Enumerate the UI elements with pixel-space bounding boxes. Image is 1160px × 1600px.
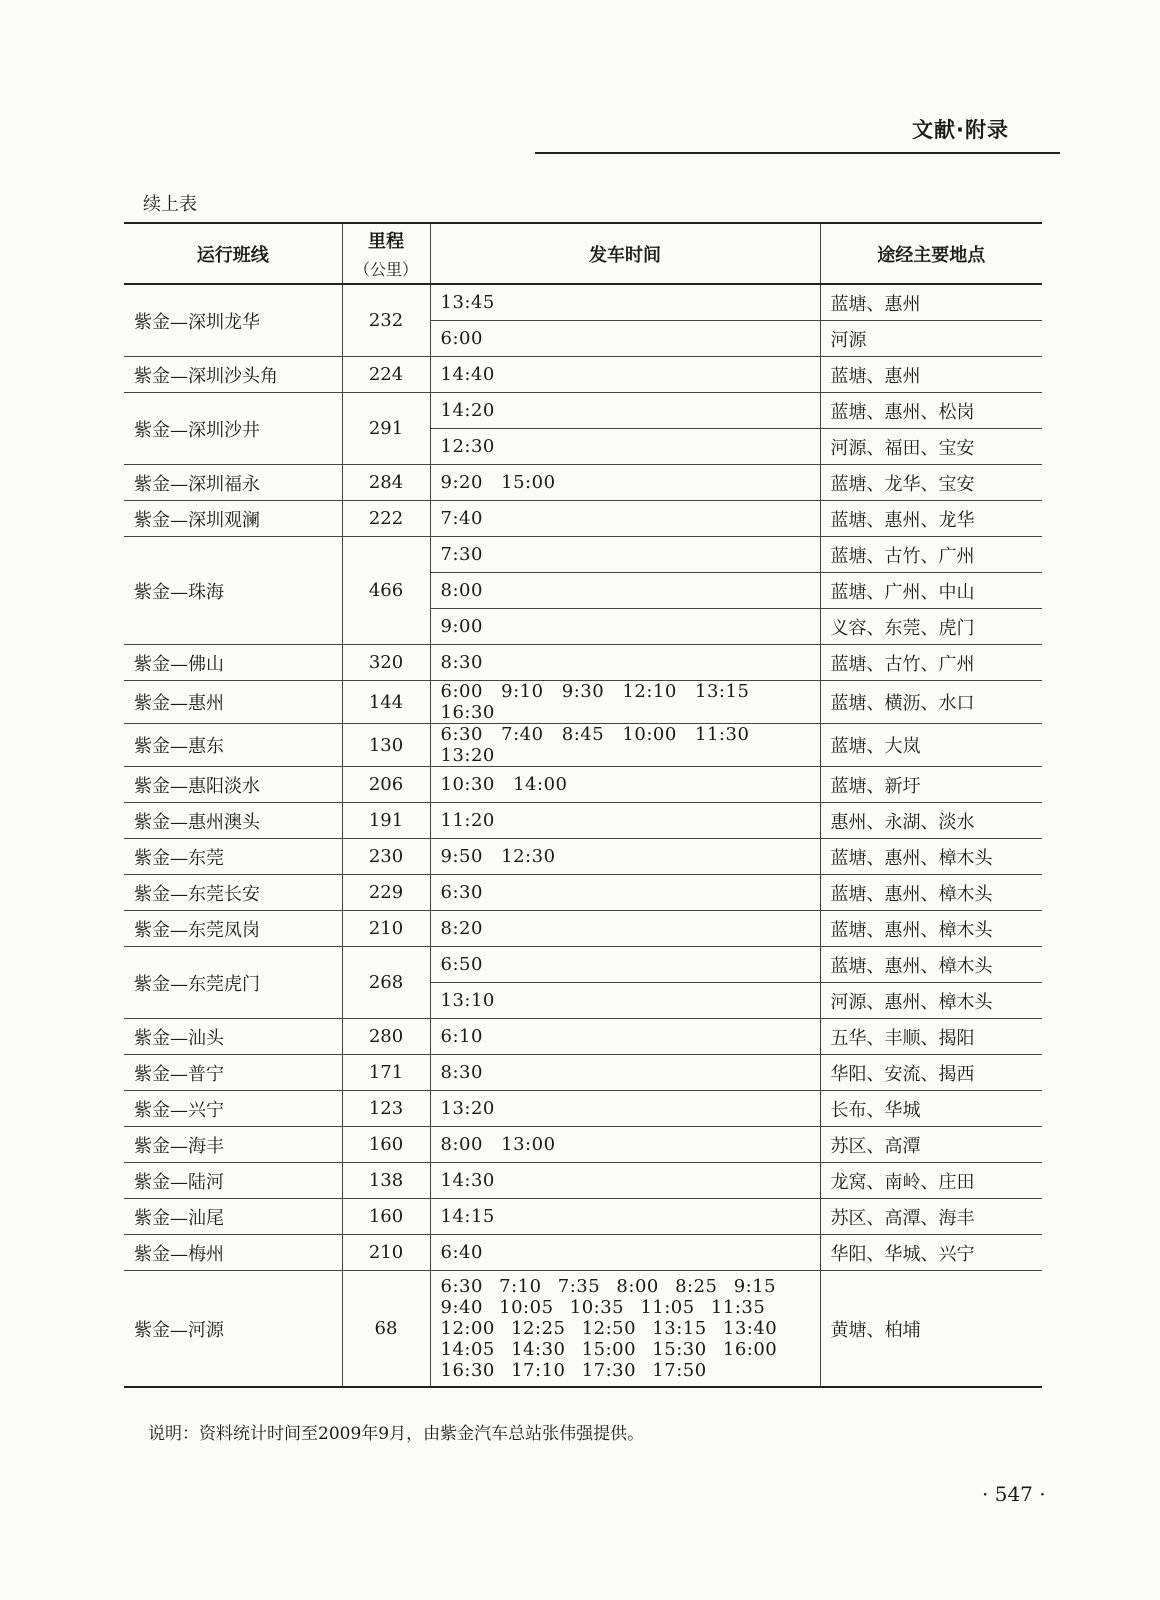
via-cell: 蓝塘、惠州、樟木头 bbox=[820, 875, 1042, 911]
route-cell: 紫金—东莞 bbox=[124, 839, 342, 875]
via-cell: 华阳、华城、兴宁 bbox=[820, 1235, 1042, 1271]
route-cell: 紫金—普宁 bbox=[124, 1055, 342, 1091]
distance-cell: 210 bbox=[342, 911, 430, 947]
departure-time-cell: 10:30 14:00 bbox=[430, 767, 820, 803]
via-cell: 蓝塘、惠州 bbox=[820, 284, 1042, 321]
distance-cell: 210 bbox=[342, 1235, 430, 1271]
via-cell: 蓝塘、惠州、樟木头 bbox=[820, 839, 1042, 875]
route-cell: 紫金—汕头 bbox=[124, 1019, 342, 1055]
distance-cell: 224 bbox=[342, 357, 430, 393]
route-cell: 紫金—佛山 bbox=[124, 645, 342, 681]
via-cell: 长布、华城 bbox=[820, 1091, 1042, 1127]
table-row bbox=[124, 767, 1042, 803]
via-cell: 蓝塘、新圩 bbox=[820, 767, 1042, 803]
table-row bbox=[124, 1271, 1042, 1388]
header-distance-label: 里程 bbox=[368, 231, 404, 252]
distance-cell: 291 bbox=[342, 393, 430, 465]
departure-time-cell: 13:45 bbox=[430, 284, 820, 321]
route-cell: 紫金—惠州 bbox=[124, 681, 342, 724]
distance-cell: 206 bbox=[342, 767, 430, 803]
table-row bbox=[124, 875, 1042, 911]
departure-time-cell: 14:30 bbox=[430, 1163, 820, 1199]
departure-time-cell: 12:30 bbox=[430, 429, 820, 465]
distance-cell: 123 bbox=[342, 1091, 430, 1127]
departure-time-cell: 14:40 bbox=[430, 357, 820, 393]
header-route: 运行班线 bbox=[124, 223, 342, 284]
table-row bbox=[124, 465, 1042, 501]
table-row bbox=[124, 947, 1042, 983]
via-cell: 蓝塘、横沥、水口 bbox=[820, 681, 1042, 724]
departure-time-cell: 6:30 7:40 8:45 10:00 11:30 13:20 bbox=[430, 724, 820, 767]
table-row bbox=[124, 1127, 1042, 1163]
via-cell: 蓝塘、惠州、龙华 bbox=[820, 501, 1042, 537]
route-cell: 紫金—河源 bbox=[124, 1271, 342, 1388]
via-cell: 蓝塘、广州、中山 bbox=[820, 573, 1042, 609]
via-cell: 黄塘、柏埔 bbox=[820, 1271, 1042, 1388]
route-cell: 紫金—陆河 bbox=[124, 1163, 342, 1199]
table-row bbox=[124, 1235, 1042, 1271]
source-note: 说明：资料统计时间至2009年9月，由紫金汽车总站张伟强提供。 bbox=[148, 1424, 645, 1444]
running-head-title: 文献·附录 bbox=[912, 118, 1009, 142]
departure-time-cell: 6:50 bbox=[430, 947, 820, 983]
distance-cell: 138 bbox=[342, 1163, 430, 1199]
header-rule bbox=[535, 152, 1060, 154]
distance-cell: 466 bbox=[342, 537, 430, 645]
distance-cell: 229 bbox=[342, 875, 430, 911]
distance-cell: 268 bbox=[342, 947, 430, 1019]
departure-time-cell: 7:40 bbox=[430, 501, 820, 537]
departure-time-cell: 6:00 bbox=[430, 321, 820, 357]
via-cell: 蓝塘、惠州、樟木头 bbox=[820, 911, 1042, 947]
via-cell: 蓝塘、惠州 bbox=[820, 357, 1042, 393]
route-cell: 紫金—东莞长安 bbox=[124, 875, 342, 911]
distance-cell: 284 bbox=[342, 465, 430, 501]
distance-cell: 222 bbox=[342, 501, 430, 537]
table-row bbox=[124, 839, 1042, 875]
table-row bbox=[124, 357, 1042, 393]
route-cell: 紫金—惠东 bbox=[124, 724, 342, 767]
via-cell: 蓝塘、惠州、松岗 bbox=[820, 393, 1042, 429]
bus-timetable bbox=[124, 222, 1042, 1388]
distance-cell: 230 bbox=[342, 839, 430, 875]
table-row bbox=[124, 681, 1042, 724]
departure-time-cell: 11:20 bbox=[430, 803, 820, 839]
distance-cell: 320 bbox=[342, 645, 430, 681]
departure-time-cell: 8:00 13:00 bbox=[430, 1127, 820, 1163]
via-cell: 义容、东莞、虎门 bbox=[820, 609, 1042, 645]
table-row bbox=[124, 1055, 1042, 1091]
table-row bbox=[124, 501, 1042, 537]
header-via: 途经主要地点 bbox=[820, 223, 1042, 284]
departure-time-cell: 6:00 9:10 9:30 12:10 13:15 16:30 bbox=[430, 681, 820, 724]
table-row bbox=[124, 393, 1042, 429]
distance-cell: 160 bbox=[342, 1127, 430, 1163]
via-cell: 蓝塘、古竹、广州 bbox=[820, 537, 1042, 573]
via-cell: 河源、惠州、樟木头 bbox=[820, 983, 1042, 1019]
departure-time-cell bbox=[430, 1271, 820, 1388]
route-cell: 紫金—深圳沙井 bbox=[124, 393, 342, 465]
table-row bbox=[124, 1199, 1042, 1235]
departure-time-cell: 9:50 12:30 bbox=[430, 839, 820, 875]
via-cell: 五华、丰顺、揭阳 bbox=[820, 1019, 1042, 1055]
via-cell: 河源 bbox=[820, 321, 1042, 357]
table-row bbox=[124, 1163, 1042, 1199]
departure-time-cell: 14:15 bbox=[430, 1199, 820, 1235]
via-cell: 蓝塘、大岚 bbox=[820, 724, 1042, 767]
table-row bbox=[124, 1019, 1042, 1055]
distance-cell: 68 bbox=[342, 1271, 430, 1388]
via-cell: 华阳、安流、揭西 bbox=[820, 1055, 1042, 1091]
via-cell: 苏区、高潭、海丰 bbox=[820, 1199, 1042, 1235]
via-cell: 河源、福田、宝安 bbox=[820, 429, 1042, 465]
continued-label: 续上表 bbox=[143, 194, 197, 215]
distance-cell: 171 bbox=[342, 1055, 430, 1091]
header-distance-unit: （公里） bbox=[353, 260, 418, 279]
table-row bbox=[124, 911, 1042, 947]
departure-time-cell: 9:00 bbox=[430, 609, 820, 645]
departure-time-cell: 6:30 bbox=[430, 875, 820, 911]
departure-time-line: 9:40 10:05 10:35 11:05 11:35 bbox=[440, 1297, 766, 1318]
table-row bbox=[124, 724, 1042, 767]
distance-cell: 144 bbox=[342, 681, 430, 724]
header-distance bbox=[342, 223, 430, 284]
route-cell: 紫金—梅州 bbox=[124, 1235, 342, 1271]
route-cell: 紫金—惠阳淡水 bbox=[124, 767, 342, 803]
distance-cell: 191 bbox=[342, 803, 430, 839]
table-body bbox=[124, 284, 1042, 1387]
departure-time-cell: 8:30 bbox=[430, 1055, 820, 1091]
via-cell: 蓝塘、龙华、宝安 bbox=[820, 465, 1042, 501]
table-row bbox=[124, 537, 1042, 573]
route-cell: 紫金—深圳沙头角 bbox=[124, 357, 342, 393]
departure-time-cell: 8:20 bbox=[430, 911, 820, 947]
page-number: · 547 · bbox=[982, 1482, 1046, 1506]
route-cell: 紫金—兴宁 bbox=[124, 1091, 342, 1127]
table-row bbox=[124, 645, 1042, 681]
table-row bbox=[124, 284, 1042, 321]
table-row bbox=[124, 803, 1042, 839]
departure-time-cell: 6:40 bbox=[430, 1235, 820, 1271]
departure-time-cell: 6:10 bbox=[430, 1019, 820, 1055]
departure-time-line: 12:00 12:25 12:50 13:15 13:40 bbox=[440, 1318, 778, 1339]
via-cell: 蓝塘、惠州、樟木头 bbox=[820, 947, 1042, 983]
route-cell: 紫金—东莞虎门 bbox=[124, 947, 342, 1019]
route-cell: 紫金—海丰 bbox=[124, 1127, 342, 1163]
distance-cell: 232 bbox=[342, 284, 430, 357]
distance-cell: 130 bbox=[342, 724, 430, 767]
distance-cell: 160 bbox=[342, 1199, 430, 1235]
via-cell: 惠州、永湖、淡水 bbox=[820, 803, 1042, 839]
via-cell: 苏区、高潭 bbox=[820, 1127, 1042, 1163]
table-header-row bbox=[124, 223, 1042, 284]
route-cell: 紫金—东莞凤岗 bbox=[124, 911, 342, 947]
via-cell: 蓝塘、古竹、广州 bbox=[820, 645, 1042, 681]
route-cell: 紫金—汕尾 bbox=[124, 1199, 342, 1235]
departure-time-cell: 8:00 bbox=[430, 573, 820, 609]
route-cell: 紫金—深圳福永 bbox=[124, 465, 342, 501]
table-row bbox=[124, 1091, 1042, 1127]
departure-time-line: 16:30 17:10 17:30 17:50 bbox=[440, 1360, 707, 1381]
route-cell: 紫金—深圳龙华 bbox=[124, 284, 342, 357]
departure-time-line: 6:30 7:10 7:35 8:00 8:25 9:15 bbox=[440, 1276, 777, 1297]
departure-time-line: 14:05 14:30 15:00 15:30 16:00 bbox=[440, 1339, 778, 1360]
departure-time-cell: 13:10 bbox=[430, 983, 820, 1019]
departure-time-cell: 7:30 bbox=[430, 537, 820, 573]
distance-cell: 280 bbox=[342, 1019, 430, 1055]
header-departure: 发车时间 bbox=[430, 223, 820, 284]
departure-time-cell: 14:20 bbox=[430, 393, 820, 429]
route-cell: 紫金—深圳观澜 bbox=[124, 501, 342, 537]
route-cell: 紫金—珠海 bbox=[124, 537, 342, 645]
departure-time-cell: 9:20 15:00 bbox=[430, 465, 820, 501]
route-cell: 紫金—惠州澳头 bbox=[124, 803, 342, 839]
departure-time-cell: 13:20 bbox=[430, 1091, 820, 1127]
via-cell: 龙窝、南岭、庄田 bbox=[820, 1163, 1042, 1199]
departure-time-cell: 8:30 bbox=[430, 645, 820, 681]
